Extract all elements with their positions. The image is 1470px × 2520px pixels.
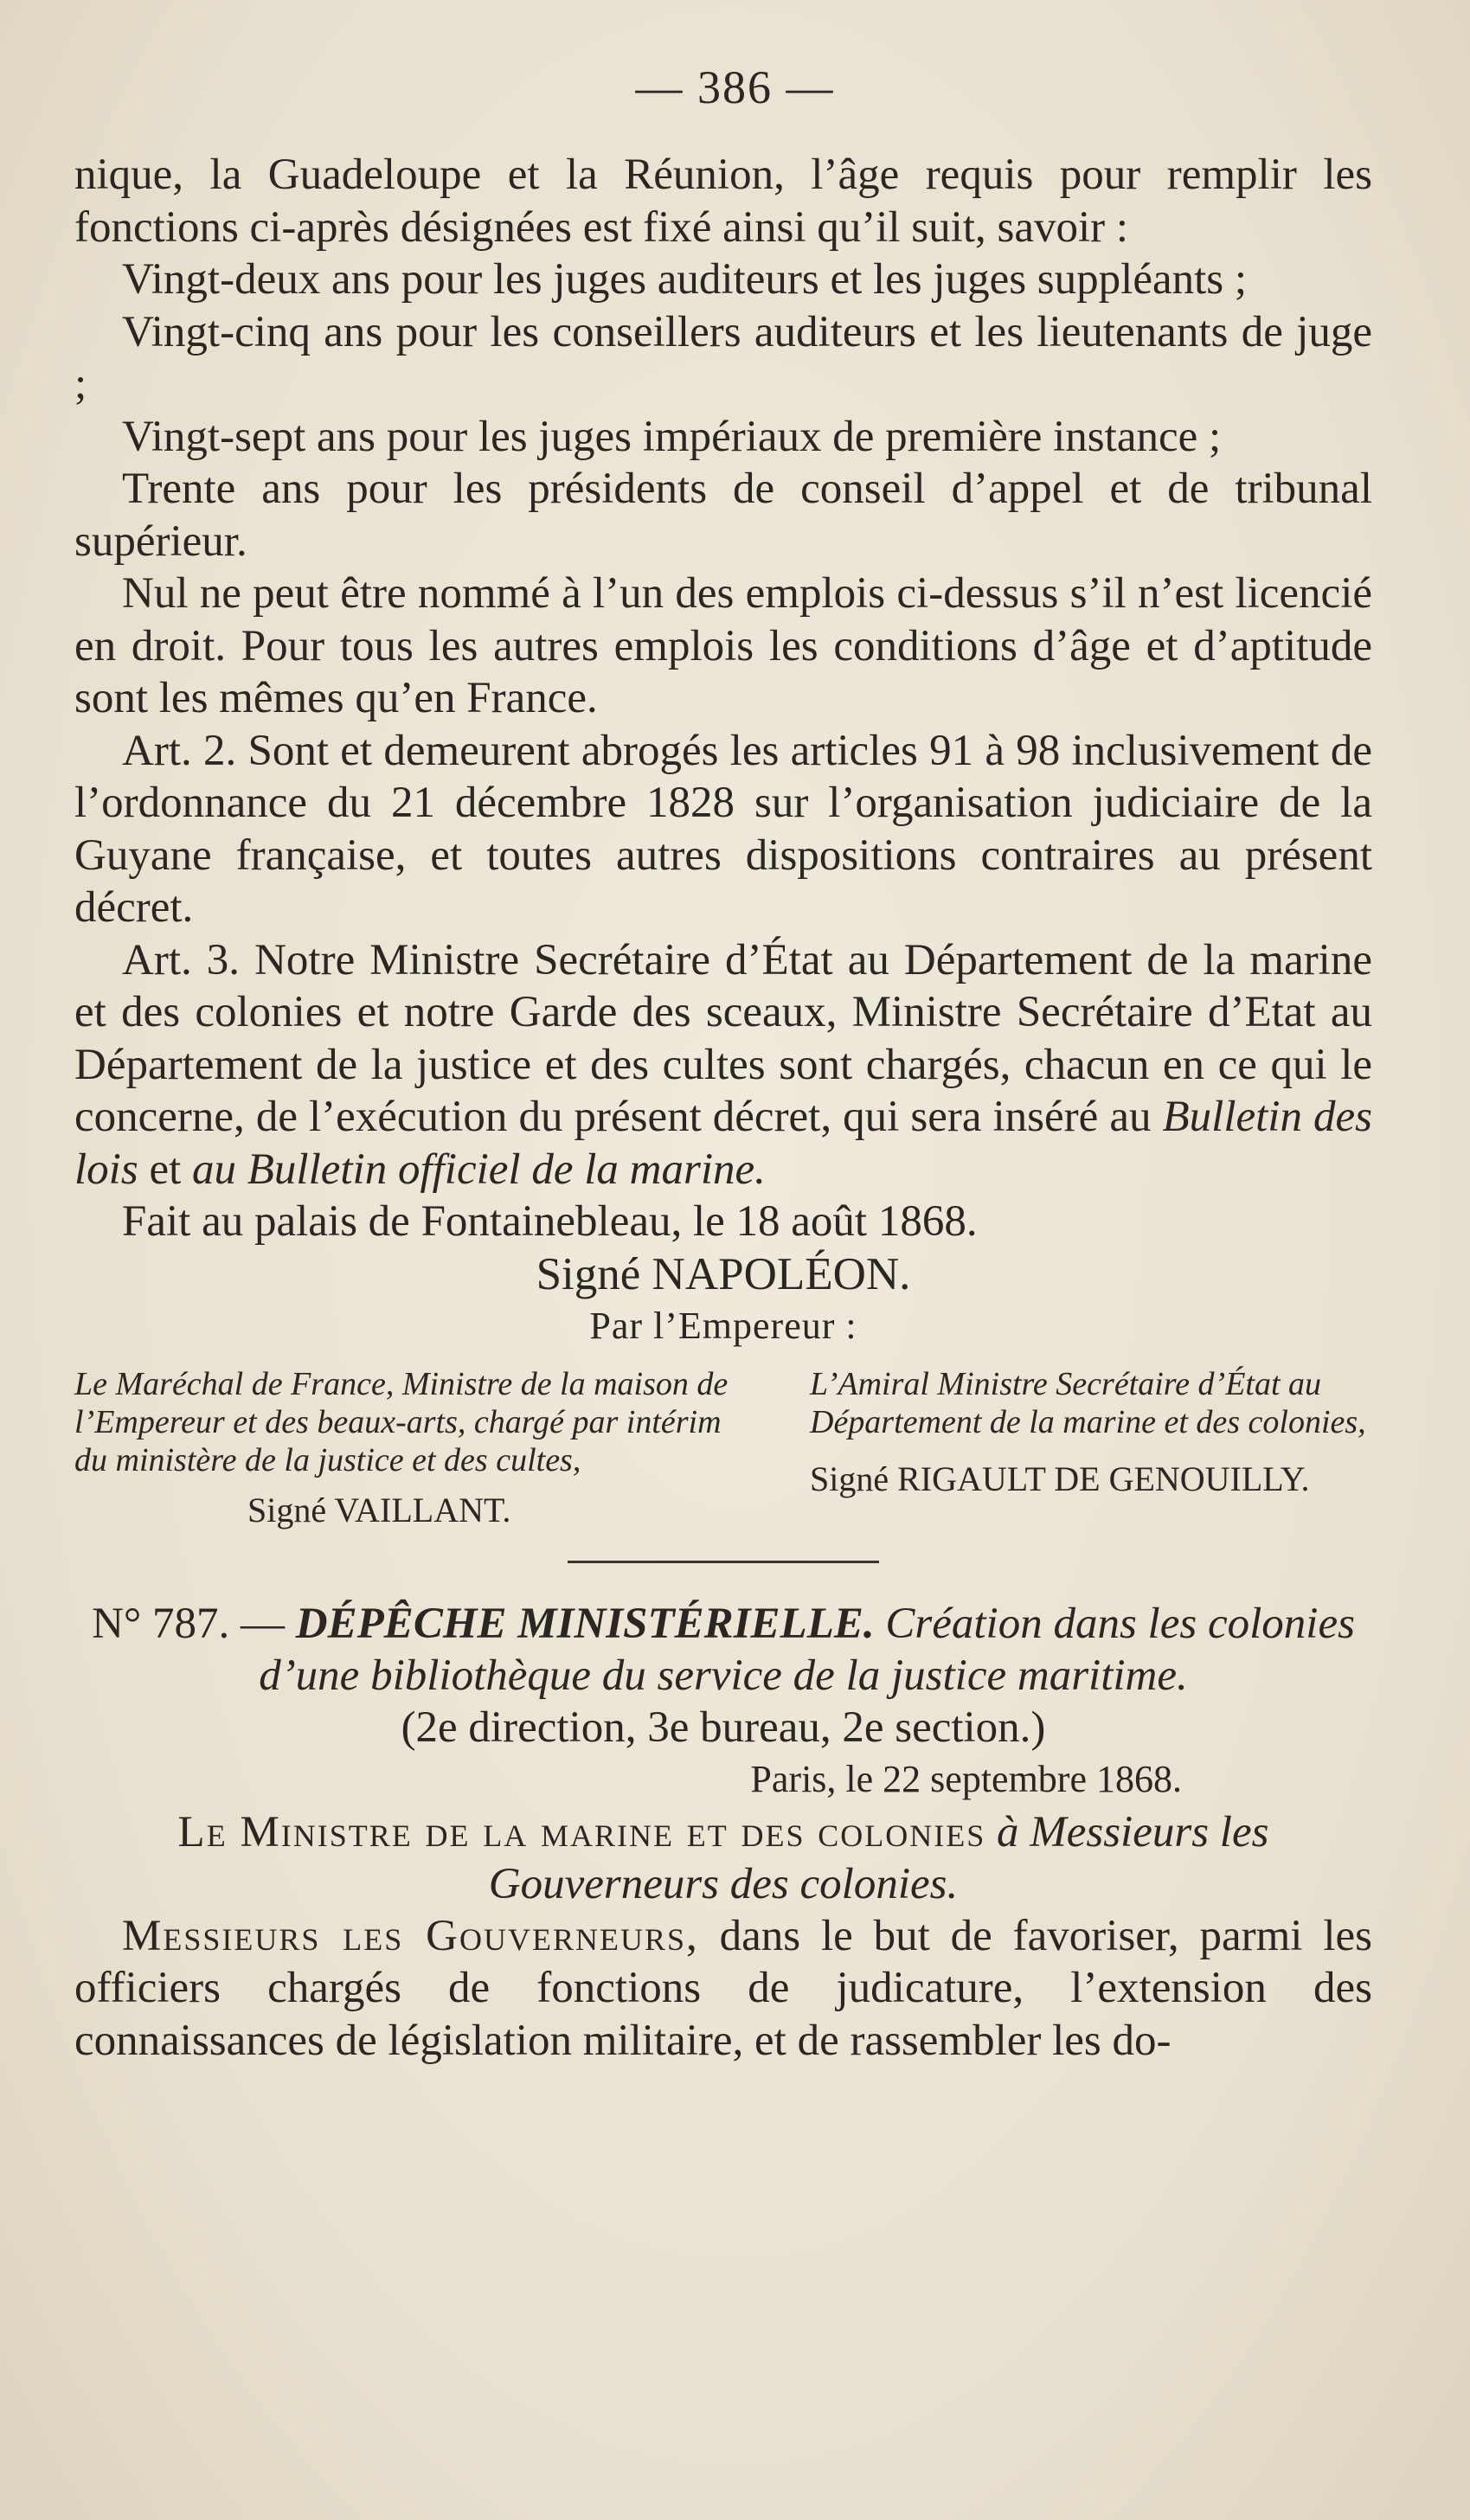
paragraph: Trente ans pour les présidents de conseil d’appel et de tribunal supérieur. bbox=[74, 465, 1372, 566]
address-sender: Le Ministre de la marine et des colonies bbox=[177, 1807, 986, 1856]
dispatch-body-text: dans le but de favoriser, parmi les officiers chargés de fonctions de judicature, l’extension des connaissances de législation militaire, et de rassembler les do- bbox=[74, 1911, 1372, 2065]
salutation: Messieurs les Gouverneurs, bbox=[122, 1911, 699, 1960]
dispatch-subtitle: Création dans les colonies d’une bibliothèque du service de la justice maritime. bbox=[259, 1599, 1355, 1700]
right-signed: Signé RIGAULT DE GENOUILLY. bbox=[810, 1459, 1310, 1498]
article-3 bbox=[74, 934, 1372, 1196]
dispatch-body bbox=[74, 1910, 1372, 2068]
bulletin-marine: au Bulletin officiel de la marine. bbox=[192, 1145, 766, 1194]
divider bbox=[568, 1561, 879, 1563]
dispatch-title: DÉPÊCHE MINISTÉRIELLE. bbox=[295, 1599, 875, 1648]
paragraph: Vingt-cinq ans pour les conseillers auditeurs et les lieutenants de juge ; bbox=[74, 307, 1372, 408]
article-3-text: Art. 3. Notre Ministre Secrétaire d’État au Département de la marine et des colonies et notre Garde des sceaux, Ministre Secrétaire d’Etat au Département de la justice et des cultes sont chargés, chacun en ce qui le concerne, de l’exécution du présent décret, qui sera inséré au bbox=[74, 935, 1372, 1141]
signatures-block bbox=[74, 1365, 1372, 1529]
page-number: — 386 — bbox=[635, 61, 835, 113]
signature-left bbox=[74, 1365, 749, 1529]
left-signatory-title: Le Maréchal de France, Ministre de la maison de l’Empereur et des beaux-arts, chargé par intérim du ministère de la justice et des cultes, bbox=[74, 1365, 729, 1478]
right-signatory-title: L’Amiral Ministre Secrétaire d’État au Département de la marine et des colonies, bbox=[810, 1365, 1366, 1440]
address-recipients: à Messieurs les Gouverneurs des colonies. bbox=[488, 1807, 1269, 1908]
fait-au-palais: Fait au palais de Fontainebleau, le 18 août 1868. bbox=[122, 1197, 978, 1246]
dispatch-address bbox=[74, 1806, 1372, 1910]
body-text bbox=[74, 149, 1372, 2067]
paragraph: nique, la Guadeloupe et la Réunion, l’âge requis pour remplir les fonctions ci-après désignées est fixé ainsi qu’il suit, savoir : bbox=[74, 151, 1372, 252]
dispatch-dateline: Paris, le 22 septembre 1868. bbox=[750, 1758, 1182, 1800]
paragraph: Nul ne peut être nommé à l’un des emplois ci-dessus s’il n’est licencié en droit. Pour tous les autres emplois les conditions d’âge et d’aptitude sont les mêmes qu’en France. bbox=[74, 569, 1372, 722]
paragraph: Vingt-deux ans pour les juges auditeurs et les juges suppléants ; bbox=[122, 255, 1248, 304]
dispatch-heading bbox=[74, 1598, 1372, 1702]
dispatch-number: N° 787. — bbox=[92, 1599, 296, 1648]
dispatch-direction: (2e direction, 3e bureau, 2e section.) bbox=[401, 1702, 1046, 1752]
signature-right bbox=[810, 1365, 1372, 1529]
article-2: Art. 2. Sont et demeurent abrogés les articles 91 à 98 inclusivement de l’ordonnance du 21 décembre 1828 sur l’organisation judiciaire de la Guyane française, et toutes autres dispositions contraires au présent décret. bbox=[74, 726, 1372, 932]
bulletin-lois: Bulletin des lois bbox=[74, 1093, 1372, 1194]
signed-napoleon: Signé NAPOLÉON. bbox=[536, 1248, 911, 1299]
par-empereur: Par l’Empereur : bbox=[589, 1305, 857, 1347]
article-3-conj: et bbox=[138, 1145, 192, 1194]
paragraph: Vingt-sept ans pour les juges impériaux de première instance ; bbox=[122, 412, 1222, 461]
left-signed: Signé VAILLANT. bbox=[247, 1490, 511, 1529]
